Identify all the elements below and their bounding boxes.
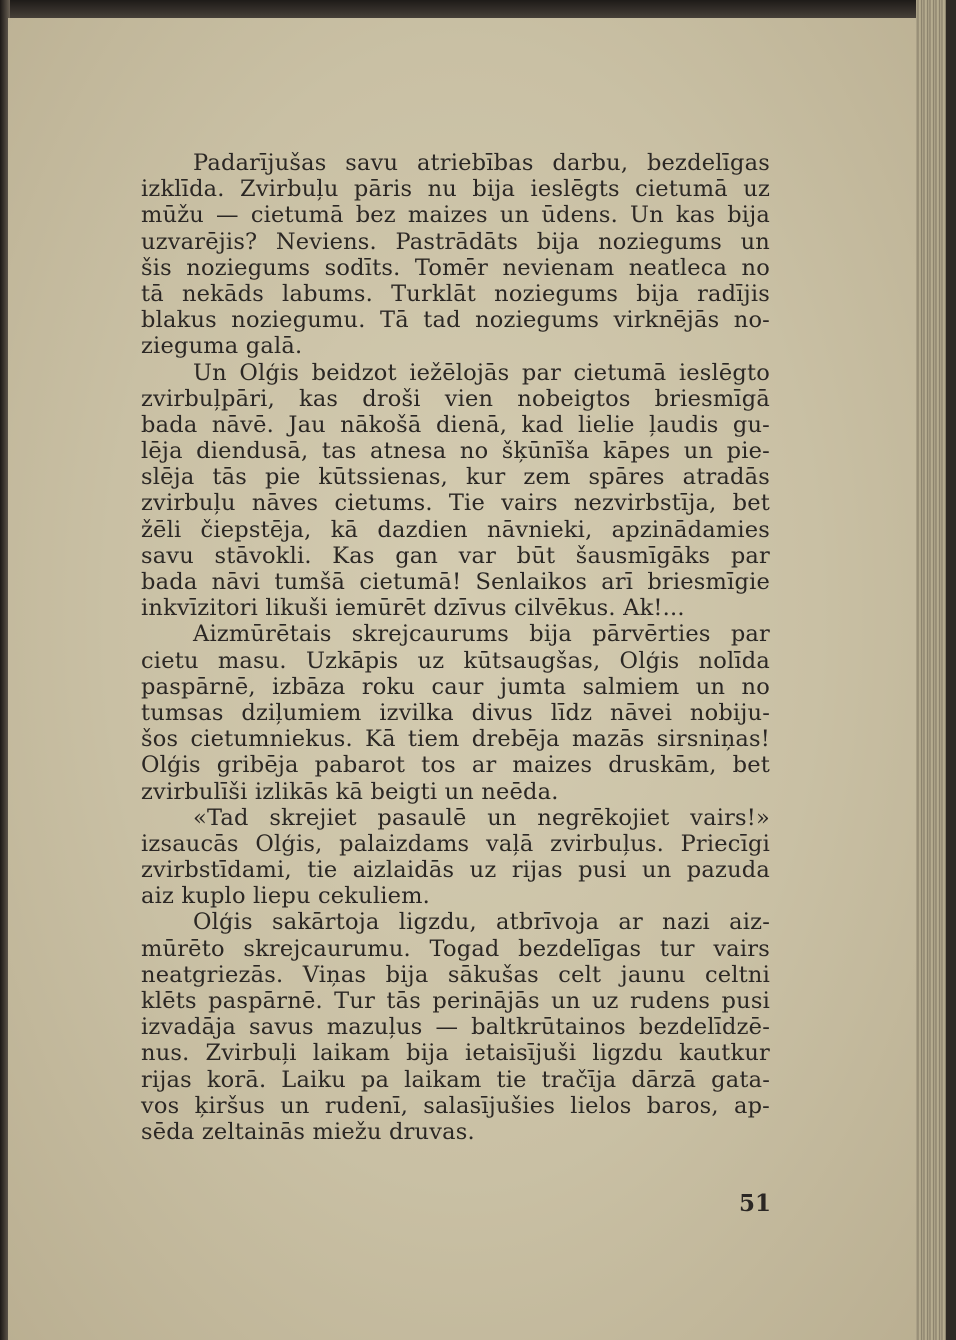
- text-line: inkvīzitori likuši iemūrēt dzīvus cilvēkus. Ak!...: [141, 595, 685, 622]
- text-line: mūžu — cietumā bez maizes un ūdens. Un kas bija: [141, 202, 770, 229]
- text-line: «Tad skrejiet pasaulē un negrēkojiet vairs!»: [193, 804, 770, 831]
- text-line: Olģis gribēja pabarot tos ar maizes druskām, bet: [141, 752, 770, 779]
- text-line: nus. Zvirbuļi laikam bija ietaisījuši ligzdu kautkur: [141, 1040, 770, 1067]
- text-line: zvirbulīši izlikās kā beigti un neēda.: [141, 778, 559, 805]
- body-text: [141, 150, 770, 1145]
- text-line: zvirbstīdami, tie aizlaidās uz rijas pusi un pazuda: [141, 857, 770, 884]
- right-binding-edge: [946, 0, 956, 1340]
- text-line: uzvarējis? Neviens. Pastrādāts bija noziegums un: [141, 228, 770, 255]
- text-line: slēja tās pie kūtssienas, kur zem spāres atradās: [141, 464, 770, 491]
- text-line: neatgriezās. Viņas bija sākušas celt jaunu celtni: [141, 961, 770, 988]
- text-line: blakus noziegumu. Tā tad noziegums virknējās no-: [141, 307, 770, 334]
- text-line: šis noziegums sodīts. Tomēr nevienam neatleca no: [141, 254, 770, 281]
- text-line: cietu masu. Uzkāpis uz kūtsaugšas, Olģis nolīda: [141, 647, 770, 674]
- text-line: izvadāja savus mazuļus — baltkrūtainos bezdelīdzē-: [141, 1014, 770, 1041]
- text-line: bada nāvē. Jau nākošā dienā, kad lielie ļaudis gu-: [141, 411, 770, 438]
- text-line: izsaucās Olģis, palaizdams vaļā zvirbuļus. Priecīgi: [141, 830, 770, 857]
- text-line: Padarījušas savu atriebības darbu, bezdelīgas: [193, 150, 770, 176]
- text-line: zvirbuļpāri, kas droši vien nobeigtos briesmīgā: [141, 385, 770, 412]
- text-line: šos cietumniekus. Kā tiem drebēja mazās sirsniņas!: [141, 726, 770, 753]
- text-line: bada nāvi tumšā cietumā! Senlaikos arī briesmīgie: [141, 569, 770, 595]
- text-line: vos ķiršus un rudenī, salasījušies lielos baros, ap-: [141, 1092, 770, 1119]
- text-line: klēts paspārnē. Tur tās perinājās un uz rudens pusi: [141, 988, 770, 1014]
- text-line: lēja diendusā, tas atnesa no šķūnīša kāpes un pie-: [141, 438, 770, 465]
- text-line: izklīda. Zvirbuļu pāris nu bija ieslēgts cietumā uz: [141, 176, 770, 203]
- text-line: rijas korā. Laiku pa laikam tie tračīja dārzā gata-: [141, 1066, 770, 1093]
- text-line: Un Olģis beidzot iežēlojās par cietumā ieslēgto: [193, 359, 770, 386]
- text-line: aiz kuplo liepu cekuliem.: [141, 883, 431, 910]
- text-line: zieguma galā.: [141, 333, 303, 360]
- text-line: tā nekāds labums. Turklāt noziegums bija radījis: [141, 280, 770, 307]
- text-line: sēda zeltainās miežu druvas.: [141, 1118, 475, 1145]
- text-line: žēli čiepstēja, kā dazdien nāvnieki, apzinādamies: [141, 516, 770, 543]
- page-number: 51: [738, 1190, 771, 1217]
- text-line: zvirbuļu nāves cietums. Tie vairs nezvirbstīja, bet: [141, 490, 770, 517]
- text-line: mūrēto skrejcaurumu. Togad bezdelīgas tur vairs: [141, 935, 770, 962]
- text-line: Aizmūrētais skrejcaurums bija pārvērties par: [193, 621, 770, 648]
- text-line: savu stāvokli. Kas gan var būt šausmīgāks par: [141, 542, 770, 569]
- text-line: paspārnē, izbāza roku caur jumta salmiem un no: [141, 673, 770, 700]
- top-binding-shadow: [8, 0, 956, 20]
- text-line: tumsas dziļumiem izvilka divus līdz nāvei nobiju-: [141, 699, 770, 726]
- text-line: Olģis sakārtoja ligzdu, atbrīvoja ar nazi aiz-: [193, 909, 770, 936]
